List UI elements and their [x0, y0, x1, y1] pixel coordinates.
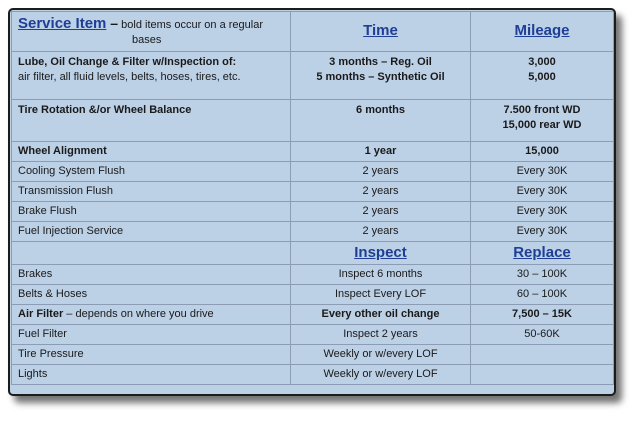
- table-row: [12, 365, 614, 385]
- replace-cell: [471, 365, 614, 385]
- table-row: [12, 182, 614, 202]
- inspect-cell: Inspect 6 months: [291, 265, 471, 285]
- header-time: [291, 12, 471, 52]
- table-row: [12, 325, 614, 345]
- replace-column-title: Replace: [513, 243, 571, 261]
- table-row: [12, 305, 614, 325]
- table-row: [12, 285, 614, 305]
- table-row: [12, 100, 614, 142]
- mileage-text: 15,000 rear WD: [502, 119, 582, 131]
- service-item-text: air filter, all fluid levels, belts, hoses, tires, etc.: [18, 71, 241, 83]
- service-item-cell: Fuel Injection Service: [12, 222, 291, 242]
- time-cell: 2 years: [291, 202, 471, 222]
- mileage-cell: Every 30K: [471, 182, 614, 202]
- table-row: [12, 142, 614, 162]
- service-item-dash: –: [106, 15, 119, 31]
- time-text: 5 months – Synthetic Oil: [316, 71, 445, 83]
- inspect-cell: Weekly or w/every LOF: [291, 365, 471, 385]
- service-item-cell: [12, 305, 291, 325]
- replace-cell: 60 – 100K: [471, 285, 614, 305]
- inspect-cell: Inspect 2 years: [291, 325, 471, 345]
- time-cell: 2 years: [291, 222, 471, 242]
- subheader-inspect: [291, 242, 471, 265]
- mileage-cell: Every 30K: [471, 162, 614, 182]
- mileage-cell: [471, 100, 614, 142]
- replace-cell: 50-60K: [471, 325, 614, 345]
- mileage-text: 3,000: [528, 56, 556, 68]
- service-item-cell: Wheel Alignment: [12, 142, 291, 162]
- service-item-bold: Air Filter: [18, 308, 64, 320]
- service-item-cell: Brakes: [12, 265, 291, 285]
- service-item-cell: Fuel Filter: [12, 325, 291, 345]
- replace-cell: 7,500 – 15K: [471, 305, 614, 325]
- table-row: [12, 162, 614, 182]
- mileage-text: 5,000: [528, 71, 556, 83]
- inspect-cell: Inspect Every LOF: [291, 285, 471, 305]
- header-service-item: [12, 12, 291, 52]
- time-cell: 1 year: [291, 142, 471, 162]
- inspect-cell: Weekly or w/every LOF: [291, 345, 471, 365]
- inspect-column-title: Inspect: [354, 243, 407, 261]
- maintenance-schedule-card: [8, 8, 616, 396]
- mileage-cell: 15,000: [471, 142, 614, 162]
- time-cell: [291, 52, 471, 100]
- maintenance-schedule-table: [11, 11, 614, 385]
- table-row: [12, 345, 614, 365]
- subheader-blank: [12, 242, 291, 265]
- service-item-note: bold items occur on a regular: [121, 19, 263, 31]
- mileage-cell: Every 30K: [471, 202, 614, 222]
- service-item-cell: Transmission Flush: [12, 182, 291, 202]
- service-item-cell: Brake Flush: [12, 202, 291, 222]
- time-cell: 6 months: [291, 100, 471, 142]
- inspect-cell: Every other oil change: [291, 305, 471, 325]
- service-item-note-cont: bases: [132, 34, 162, 46]
- replace-cell: 30 – 100K: [471, 265, 614, 285]
- service-item-cell: [12, 52, 291, 100]
- mileage-column-title: Mileage: [514, 22, 570, 39]
- replace-cell: [471, 345, 614, 365]
- service-item-title: Service Item: [18, 15, 107, 32]
- subheader-replace: [471, 242, 614, 265]
- table-row: [12, 202, 614, 222]
- service-item-cell: Belts & Hoses: [12, 285, 291, 305]
- mileage-cell: Every 30K: [471, 222, 614, 242]
- table-subheader-row: [12, 242, 614, 265]
- table-header-row: [12, 12, 614, 52]
- table-row: [12, 52, 614, 100]
- table-row: [12, 265, 614, 285]
- time-cell: 2 years: [291, 182, 471, 202]
- time-column-title: Time: [363, 22, 398, 39]
- header-mileage: [471, 12, 614, 52]
- service-item-cell: Lights: [12, 365, 291, 385]
- time-text: 3 months – Reg. Oil: [329, 56, 432, 68]
- mileage-cell: [471, 52, 614, 100]
- service-item-cell: Tire Pressure: [12, 345, 291, 365]
- service-item-rest: – depends on where you drive: [63, 308, 214, 320]
- time-cell: 2 years: [291, 162, 471, 182]
- service-item-cell: Tire Rotation &/or Wheel Balance: [12, 100, 291, 142]
- mileage-text: 7.500 front WD: [503, 104, 581, 116]
- table-row: [12, 222, 614, 242]
- service-item-cell: Cooling System Flush: [12, 162, 291, 182]
- service-item-text: Lube, Oil Change & Filter w/Inspection of:: [18, 56, 237, 68]
